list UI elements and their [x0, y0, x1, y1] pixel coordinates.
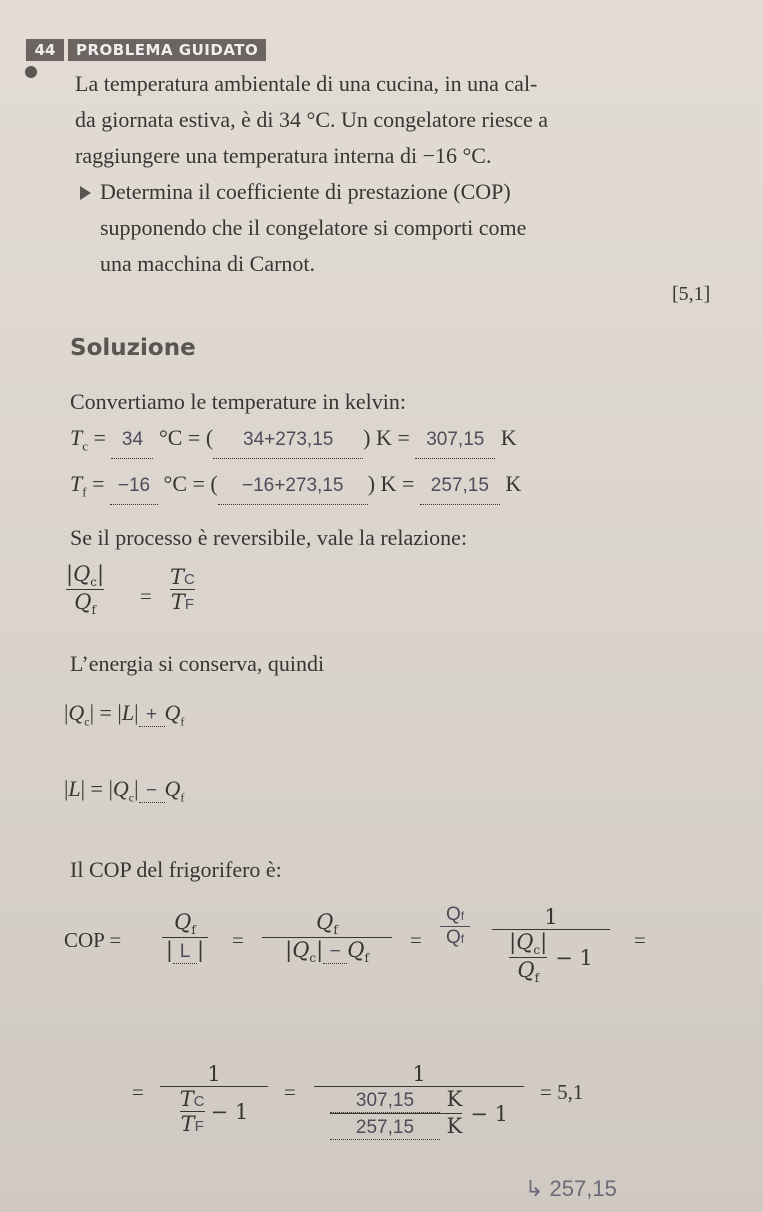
- problem-line-2: da giornata estiva, è di 34 °C. Un congelatore riesce a: [75, 107, 549, 132]
- final-fraction-1: 1 $\frac{TC}{TF}$ − 1: [160, 1062, 268, 1136]
- textbook-page: 44 PROBLEMA GUIDATO La temperatura ambientale di una cucina, in una cal- da giornata estiva, è di 34 °C. Un congelatore riesce a raggiungere una temperatura interna di −16 °C. Determina il coefficiente di prestazione (COP) supponendo che il congelatore si comporti come una macchina di Carnot. [5,1] Soluzione Convertiamo le temperature in kelvin: $T_c = 34$ °C = ( 34+273,15 ) K = 307,15 K $T_f = -16$ °C = ( −16+273,15 ) K = 257,15 K Se il processo è reversibile, vale la relazione: $|Q_c|$ $Q_f$ = TC TF L’energia si conserva, quindi $|Q_c| = |L| + Q_f$ $|L| = |Q_c| - Q_f$ Il COP del frigorifero è: COP = $Q_f$ | L | = $Q_f$ $|Q_c| - Q_f$ = Qf Qf 1 $\frac{|Q_c|}{Q_f}$ − 1 = = 1 $\frac{TC}{TF}$ − 1 = 1 $\frac{307,15 K}{257,15 K}$ − 1 = 5,1 ↳ 257,15: [0, 0, 763, 1212]
- handwritten-qf-over-qf: Qf Qf: [440, 904, 470, 949]
- difficulty-dot-icon: [25, 66, 37, 78]
- reversible-text: Se il processo è reversibile, vale la relazione:: [70, 525, 468, 550]
- solution-heading: Soluzione: [70, 335, 196, 361]
- equals-sign: =: [140, 584, 152, 608]
- answer-value: [5,1]: [672, 283, 711, 305]
- problem-title: PROBLEMA GUIDATO: [68, 39, 266, 61]
- cop-L-blank[interactable]: L: [173, 941, 197, 964]
- final-tc-blank[interactable]: 307,15: [330, 1090, 440, 1113]
- tc-conversion: $T_c = 34$ °C = ( 34+273,15 ) K = 307,15 K: [70, 420, 517, 464]
- final-tf-blank[interactable]: 257,15: [330, 1117, 440, 1140]
- problem-line-3: raggiungere una temperatura interna di −16 °C.: [75, 143, 492, 168]
- energy-equation-1: $|Q_c| = |L| + Q_f$: [64, 700, 185, 729]
- task-line-1: Determina il coefficiente di prestazione (COP): [100, 179, 511, 204]
- cop-sign-blank[interactable]: −: [323, 941, 347, 964]
- tc-kelvin-blank[interactable]: 307,15: [415, 422, 495, 459]
- problem-line-1: La temperatura ambientale di una cucina, in una cal-: [75, 71, 538, 96]
- cop-result: = 5,1: [540, 1080, 584, 1104]
- ratio-q-fraction: $|Q_c|$ $Q_f$: [66, 562, 105, 618]
- tc-sum-blank[interactable]: 34+273,15: [213, 422, 363, 459]
- sign-blank-1[interactable]: +: [139, 704, 165, 727]
- energy-equation-2: $|L| = |Q_c| - Q_f$: [64, 776, 185, 805]
- tf-celsius-blank[interactable]: −16: [110, 468, 158, 505]
- task-line-3: una macchina di Carnot.: [100, 251, 316, 276]
- cop-fraction-1: $Q_f$ | L |: [162, 910, 208, 964]
- cop-label: COP =: [64, 928, 122, 952]
- ratio-t-fraction: TC TF: [170, 565, 195, 614]
- energy-text: L’energia si conserva, quindi: [70, 651, 325, 676]
- task-line-2: supponendo che il congelatore si comporti come: [100, 215, 527, 240]
- sign-blank-2[interactable]: −: [139, 780, 165, 803]
- tc-celsius-blank[interactable]: 34: [111, 422, 153, 459]
- cop-fraction-3: 1 $\frac{|Q_c|}{Q_f}$ − 1: [492, 905, 610, 985]
- handwritten-note: ↳ 257,15: [525, 1176, 617, 1201]
- task-arrow-icon: [80, 186, 91, 200]
- cop-text: Il COP del frigorifero è:: [70, 857, 282, 882]
- cop-fraction-2: $Q_f$ $|Q_c| - Q_f$: [262, 910, 392, 965]
- tf-kelvin-blank[interactable]: 257,15: [420, 468, 500, 505]
- final-fraction-2: 1 $\frac{307,15 K}{257,15 K}$ − 1: [314, 1062, 524, 1140]
- tf-conversion: $T_f = -16$ °C = ( −16+273,15 ) K = 257,15 K: [70, 466, 521, 510]
- problem-number: 44: [26, 39, 64, 61]
- convert-text: Convertiamo le temperature in kelvin:: [70, 389, 407, 414]
- tf-sum-blank[interactable]: −16+273,15: [218, 468, 368, 505]
